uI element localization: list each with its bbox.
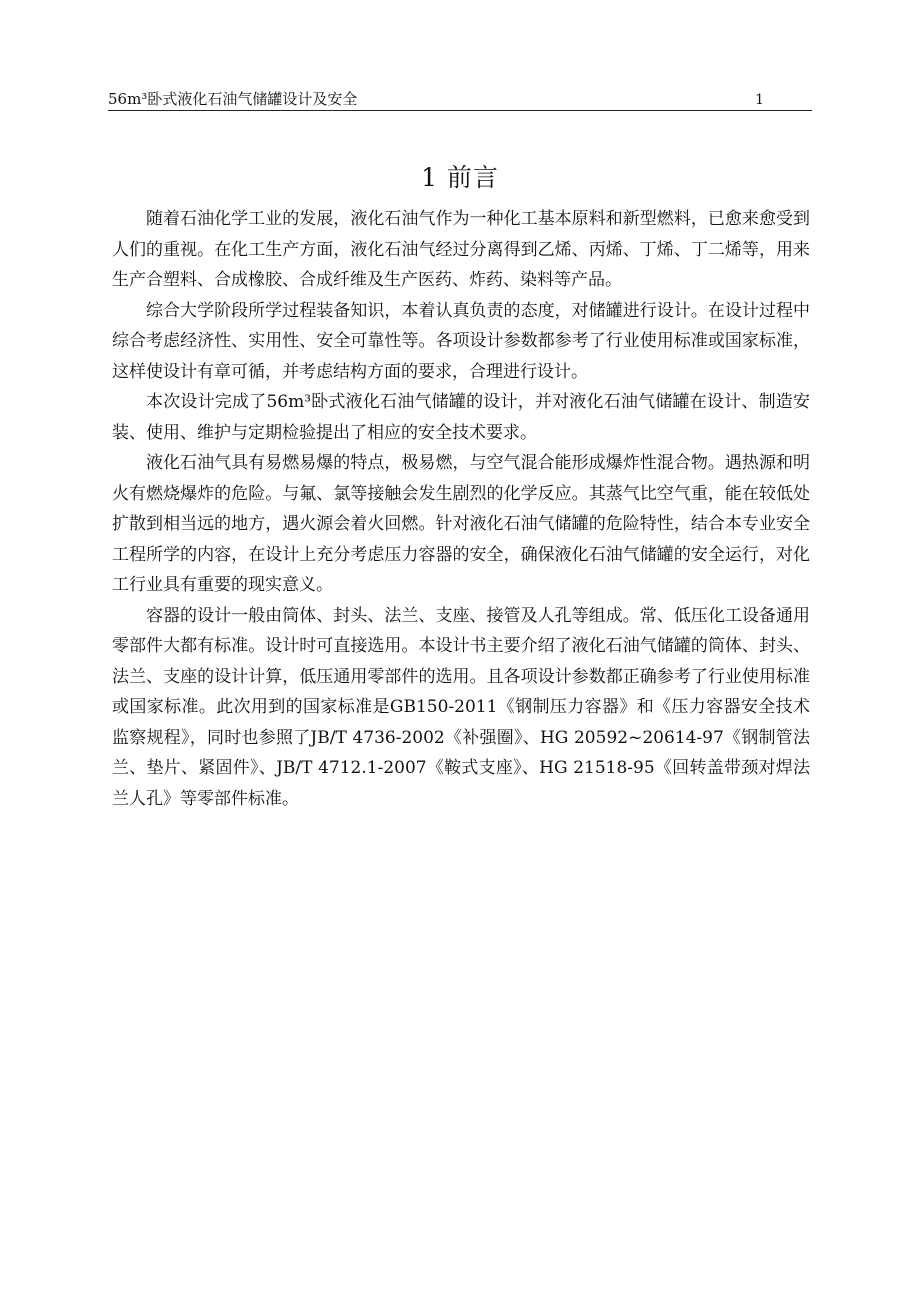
paragraph-2: 综合大学阶段所学过程装备知识，本着认真负责的态度，对储罐进行设计。在设计过程中综合考虑经济性、实用性、安全可靠性等。各项设计参数都参考了行业使用标准或国家标准，这样使设计有章可循，并考虑结构方面的要求，合理进行设计。 <box>112 300 810 382</box>
paragraph-4: 液化石油气具有易燃易爆的特点，极易燃，与空气混合能形成爆炸性混合物。遇热源和明火有燃烧爆炸的危险。与氟、氯等接触会发生剧烈的化学反应。其蒸气比空气重，能在较低处扩散到相当远的地方，遇火源会着火回燃。针对液化石油气储罐的危险特性，结合本专业安全工程所学的内容，在设计上充分考虑压力容器的安全，确保液化石油气储罐的安全运行，对化工行业具有重要的现实意义。 <box>112 453 810 595</box>
chapter-title: 1 前言 <box>421 163 499 192</box>
header-title: 56m³卧式液化石油气储罐设计及安全 <box>108 90 358 108</box>
page-number: 1 <box>755 92 764 108</box>
paragraph-5: 容器的设计一般由筒体、封头、法兰、支座、接管及人孔等组成。常、低压化工设备通用零部件大都有标准。设计时可直接选用。本设计书主要介绍了液化石油气储罐的筒体、封头、法兰、支座的设计计算，低压通用零部件的选用。且各项设计参数都正确参考了行业使用标准或国家标准。此次用到的国家标准是GB150-2011《钢制压力容器》和《压力容器安全技术监察规程》，同时也参照了JB/T 4736-2002《补强圈》、HG 20592~20614-97《钢制管法兰、垫片、紧固件》、JB/T 4712.1-2007《鞍式支座》、HG 21518-95《回转盖带颈对焊法兰人孔》等零部件标准。 <box>112 605 810 809</box>
paragraph-3: 本次设计完成了56m³卧式液化石油气储罐的设计，并对液化石油气储罐在设计、制造安装、使用、维护与定期检验提出了相应的安全技术要求。 <box>112 392 810 443</box>
page-header <box>108 88 812 111</box>
paragraph-1: 随着石油化学工业的发展，液化石油气作为一种化工基本原料和新型燃料，已愈来愈受到人们的重视。在化工生产方面，液化石油气经过分离得到乙烯、丙烯、丁烯、丁二烯等，用来生产合塑料、合成橡胶、合成纤维及生产医药、炸药、染料等产品。 <box>112 209 810 290</box>
body-text <box>112 204 810 814</box>
